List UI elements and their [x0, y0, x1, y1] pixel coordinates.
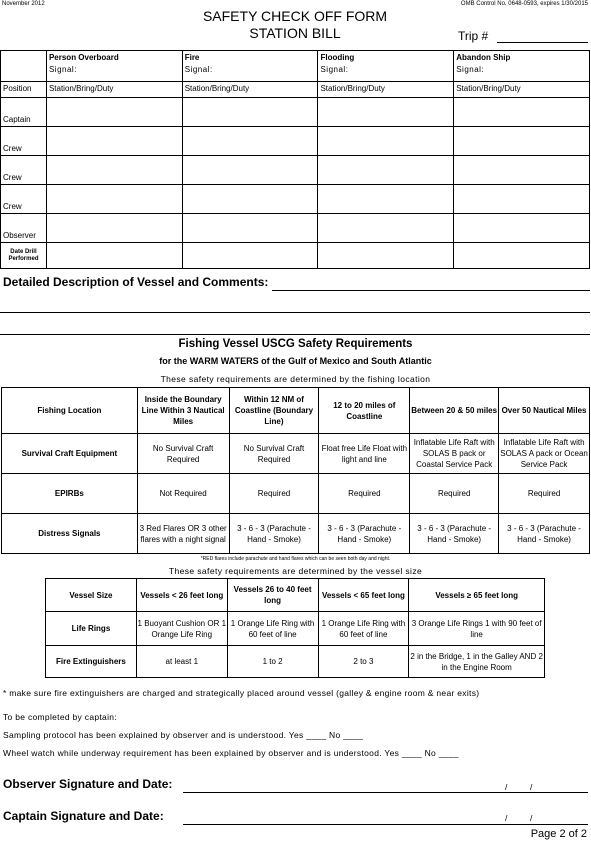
duty-cell[interactable] — [46, 185, 182, 214]
header-location: Between 20 & 50 miles — [410, 388, 499, 434]
sampling-protocol-text[interactable]: Sampling protocol has been explained by observer and is understood. Yes ____ No ____ — [3, 730, 364, 740]
table-cell: 3 Orange Life Rings 1 with 90 feet of line — [409, 612, 545, 646]
col-person-overboard: Person Overboard Signal: — [46, 51, 182, 82]
flare-note: *RED flares include parachute and hand flares which can be seen both day and night. — [200, 556, 391, 562]
drill-date-cell[interactable] — [454, 243, 590, 269]
table-cell: 3 - 6 - 3 (Parachute - Hand - Smoke) — [499, 514, 590, 554]
table-cell: 2 to 3 — [318, 646, 409, 678]
position-header: Position — [1, 82, 47, 98]
captain-signature-label: Captain Signature and Date: — [3, 809, 164, 823]
table-cell: 3 - 6 - 3 (Parachute - Hand - Smoke) — [319, 514, 410, 554]
duty-cell[interactable] — [454, 127, 590, 156]
wheel-watch-text[interactable]: Wheel watch while underway requirement has been explained by observer and is understood. Yes ____ No ____ — [3, 748, 459, 758]
header-size: Vessels 26 to 40 feet long — [227, 579, 318, 612]
table-cell: Inflatable Life Raft with SOLAS B pack or Coastal Service Pack — [410, 434, 499, 474]
extinguisher-note: * make sure fire extinguishers are charged and strategically placed around vessel (galley & engine room & near exits) — [3, 688, 480, 698]
form-subtitle: STATION BILL — [249, 25, 341, 41]
duty-header: Station/Bring/Duty — [318, 82, 454, 98]
vessel-size-table — [45, 578, 545, 678]
duty-header: Station/Bring/Duty — [454, 82, 590, 98]
table-cell: 3 - 6 - 3 (Parachute - Hand - Smoke) — [410, 514, 499, 554]
duty-header: Station/Bring/Duty — [46, 82, 182, 98]
row-header: Distress Signals — [2, 514, 138, 554]
drill-date-cell[interactable] — [182, 243, 318, 269]
duty-cell[interactable] — [454, 214, 590, 243]
duty-cell[interactable] — [46, 214, 182, 243]
header-location: Within 12 NM of Coastline (Boundary Line) — [229, 388, 319, 434]
duty-cell[interactable] — [182, 214, 318, 243]
duty-cell[interactable] — [454, 156, 590, 185]
header-fishing-location: Fishing Location — [2, 388, 138, 434]
row-label: Observer — [1, 214, 47, 243]
station-bill-table — [0, 50, 590, 269]
row-label: Captain — [1, 98, 47, 127]
row-label: Crew — [1, 127, 47, 156]
captain-complete-label: To be completed by captain: — [3, 712, 117, 722]
row-header: Survival Craft Equipment — [2, 434, 138, 474]
requirements-subtitle: for the WARM WATERS of the Gulf of Mexico and South Atlantic — [159, 356, 432, 366]
description-label: Detailed Description of Vessel and Comments: — [3, 275, 269, 289]
drill-date-cell[interactable] — [46, 243, 182, 269]
duty-cell[interactable] — [318, 98, 454, 127]
table-cell: Required — [499, 474, 590, 514]
header-vessel-size: Vessel Size — [46, 579, 137, 612]
table-cell: Required — [319, 474, 410, 514]
duty-cell[interactable] — [182, 156, 318, 185]
duty-header: Station/Bring/Duty — [182, 82, 318, 98]
observer-signature-field[interactable] — [183, 792, 588, 793]
table-cell: 1 Buoyant Cushion OR 1 Orange Life Ring — [136, 612, 227, 646]
table-cell: 3 - 6 - 3 (Parachute - Hand - Smoke) — [229, 514, 319, 554]
col-abandon-ship: Abandon Ship Signal: — [454, 51, 590, 82]
table-row — [2, 514, 590, 554]
table-cell: No Survival Craft Required — [137, 434, 229, 474]
blank-corner — [1, 51, 47, 82]
table-row — [46, 612, 545, 646]
table-cell: Inflatable Life Raft with SOLAS A pack or Ocean Service Pack — [499, 434, 590, 474]
table-cell: 3 Red Flares OR 3 other flares with a night signal — [137, 514, 229, 554]
row-header: Fire Extinguishers — [46, 646, 137, 678]
table-cell: 2 in the Bridge, 1 in the Galley AND 2 in the Engine Room — [409, 646, 545, 678]
header-location: Over 50 Nautical Miles — [499, 388, 590, 434]
page-number: Page 2 of 2 — [530, 828, 587, 840]
header-location: 12 to 20 miles of Coastline — [319, 388, 410, 434]
duty-cell[interactable] — [46, 98, 182, 127]
date-slash: / — [505, 813, 508, 823]
table-row — [2, 474, 590, 514]
row-label: Crew — [1, 156, 47, 185]
table-row — [2, 434, 590, 474]
header-size: Vessels ≥ 65 feet long — [409, 579, 545, 612]
duty-cell[interactable] — [318, 185, 454, 214]
duty-cell[interactable] — [46, 156, 182, 185]
captain-signature-field[interactable] — [183, 824, 588, 825]
table-cell: No Survival Craft Required — [229, 434, 319, 474]
trip-label: Trip # — [458, 29, 489, 43]
row-label: Crew — [1, 185, 47, 214]
row-header: Life Rings — [46, 612, 137, 646]
duty-cell[interactable] — [454, 98, 590, 127]
date-slash: / — [505, 782, 508, 792]
header-size: Vessels < 26 feet long — [136, 579, 227, 612]
duty-cell[interactable] — [182, 185, 318, 214]
duty-cell[interactable] — [46, 127, 182, 156]
row-header: EPIRBs — [2, 474, 138, 514]
duty-cell[interactable] — [318, 156, 454, 185]
table-cell: 1 Orange Life Ring with 60 feet of line — [227, 612, 318, 646]
col-fire: Fire Signal: — [182, 51, 318, 82]
header-size: Vessels < 65 feet long — [318, 579, 409, 612]
table-cell: Required — [229, 474, 319, 514]
description-line[interactable] — [0, 334, 590, 335]
requirements-title: Fishing Vessel USCG Safety Requirements — [178, 338, 413, 350]
table-cell: at least 1 — [136, 646, 227, 678]
header-location: Inside the Boundary Line Within 3 Nautical Miles — [137, 388, 229, 434]
size-note: These safety requirements are determined by the vessel size — [168, 566, 423, 576]
duty-cell[interactable] — [318, 127, 454, 156]
drill-date-label: Date Drill Performed — [1, 243, 47, 269]
col-flooding: Flooding Signal: — [318, 51, 454, 82]
table-cell: 1 to 2 — [227, 646, 318, 678]
trip-number-field[interactable] — [497, 42, 588, 43]
description-line[interactable] — [272, 290, 590, 291]
location-requirements-table — [1, 387, 590, 554]
description-line[interactable] — [0, 312, 590, 313]
form-title: SAFETY CHECK OFF FORM — [202, 8, 388, 24]
duty-cell[interactable] — [318, 214, 454, 243]
form-date: November 2012 — [2, 1, 45, 7]
duty-cell[interactable] — [182, 98, 318, 127]
table-cell: 1 Orange Life Ring with 60 feet of line — [318, 612, 409, 646]
date-slash: / — [530, 782, 533, 792]
drill-date-cell[interactable] — [318, 243, 454, 269]
duty-cell[interactable] — [454, 185, 590, 214]
duty-cell[interactable] — [182, 127, 318, 156]
omb-control: OMB Control No. 0648-0593, expires 1/30/2015 — [460, 1, 588, 7]
table-cell: Float free Life Float with light and line — [319, 434, 410, 474]
table-row — [46, 646, 545, 678]
observer-signature-label: Observer Signature and Date: — [3, 777, 173, 791]
table-cell: Not Required — [137, 474, 229, 514]
location-note: These safety requirements are determined by the fishing location — [160, 374, 431, 384]
date-slash: / — [530, 813, 533, 823]
table-cell: Required — [410, 474, 499, 514]
